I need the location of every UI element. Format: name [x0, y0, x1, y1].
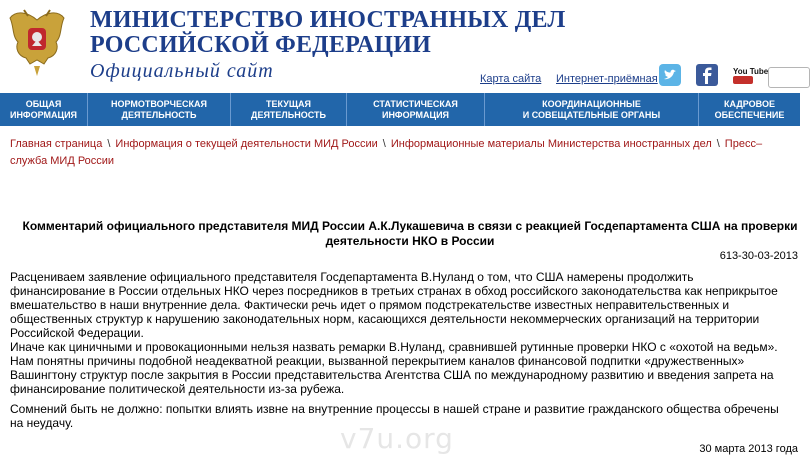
- main-nav: [0, 93, 800, 126]
- nav-label-line1: НОРМОТВОРЧЕСКАЯ: [111, 98, 207, 109]
- ministry-title-line1: МИНИСТЕРСТВО ИНОСТРАННЫХ ДЕЛ: [90, 7, 566, 33]
- nav-label-line1: СТАТИСТИЧЕСКАЯ: [373, 98, 458, 109]
- document-paragraph: Сомнений быть не должно: попытки влиять извне на внутренние процессы в нашей стране и развитие гражданского общества обречены на неудачу.: [10, 402, 779, 430]
- youtube-icon-label: You Tube: [733, 67, 769, 76]
- sitemap-link[interactable]: Карта сайта: [480, 73, 542, 85]
- search-input[interactable]: [768, 67, 810, 88]
- nav-label-line2: И СОВЕЩАТЕЛЬНЫЕ ОРГАНЫ: [522, 109, 661, 120]
- nav-label-line2: ОБЕСПЕЧЕНИЕ: [714, 109, 785, 120]
- nav-item-coordination-bodies[interactable]: [485, 93, 699, 126]
- breadcrumb-info-materials[interactable]: Информационные материалы Министерства иностранных дел: [390, 138, 712, 150]
- breadcrumb-separator: \: [382, 138, 386, 150]
- coat-of-arms-emblem: [6, 6, 68, 78]
- nav-label-line1: ТЕКУЩАЯ: [266, 98, 311, 109]
- breadcrumb-current-activity[interactable]: Информация о текущей деятельности МИД России: [115, 138, 378, 150]
- nav-item-normative-activity[interactable]: [88, 93, 231, 126]
- nav-item-current-activity[interactable]: [231, 93, 347, 126]
- document-date: 30 марта 2013 года: [699, 443, 798, 455]
- document-paragraph: Расцениваем заявление официального представителя Госдепартамента В.Нуланд о том, что США намерены продолжить финансирование в России отдельных НКО через посредников в третьих странах в обход российского законодательства как неприкрытое вмешательство в наши внутренние дела. Фактически речь идет о прямом подстрекательстве известных неправительственных и общественных структур к нарушению законодательных норм, касающихся деятельности некоммерческих организаций на территории Российской Федерации.: [10, 270, 778, 340]
- breadcrumb-press-service[interactable]: Пресс–служба МИД России: [10, 138, 763, 167]
- ministry-title[interactable]: [90, 8, 565, 58]
- watermark: v7u.org: [340, 422, 454, 455]
- nav-label-line2: ИНФОРМАЦИЯ: [381, 109, 450, 120]
- site-header: [0, 0, 800, 93]
- nav-label-line2: ДЕЯТЕЛЬНОСТЬ: [121, 109, 197, 120]
- site-subtitle: Официальный сайт: [90, 60, 274, 82]
- breadcrumb-home[interactable]: Главная страница: [10, 138, 103, 150]
- document-title: Комментарий официального представителя МИД России А.К.Лукашевича в связи с реакцией Госдепартамента США на проверки деятельности НКО в России: [22, 219, 798, 248]
- nav-item-general-info[interactable]: [0, 93, 88, 126]
- twitter-icon[interactable]: [659, 64, 681, 86]
- document-paragraph: Иначе как циничными и провокационными нельзя назвать ремарки В.Нуланд, сравнившей рутинные проверки НКО с «охотой на ведьм». Нам понятны причины подобной неадекватной реакции, вызванной перекрытием каналов финансовой подпитки «дружественных» Вашингтону структур после закрытия в России представительства Агентства США по международному развитию и введения запрета на финансирование политической деятельности из-за рубежа.: [10, 340, 778, 396]
- nav-item-statistics[interactable]: [347, 93, 485, 126]
- nav-item-personnel[interactable]: [699, 93, 800, 126]
- nav-label-line2: ДЕЯТЕЛЬНОСТЬ: [251, 109, 326, 120]
- breadcrumb: [10, 136, 790, 170]
- nav-label-line2: ИНФОРМАЦИЯ: [9, 109, 78, 120]
- document-number: 613-30-03-2013: [719, 250, 798, 262]
- nav-label-line1: КООРДИНАЦИОННЫЕ: [542, 98, 641, 109]
- breadcrumb-separator: \: [107, 138, 111, 150]
- nav-label-line1: КАДРОВОЕ: [724, 98, 775, 109]
- ministry-title-line2: РОССИЙСКОЙ ФЕДЕРАЦИИ: [90, 32, 432, 58]
- nav-label-line1: ОБЩАЯ: [25, 98, 62, 109]
- breadcrumb-separator: \: [716, 138, 720, 150]
- internet-reception-link[interactable]: Интернет-приёмная: [556, 73, 658, 85]
- youtube-icon[interactable]: [732, 64, 769, 86]
- facebook-icon[interactable]: [696, 64, 718, 86]
